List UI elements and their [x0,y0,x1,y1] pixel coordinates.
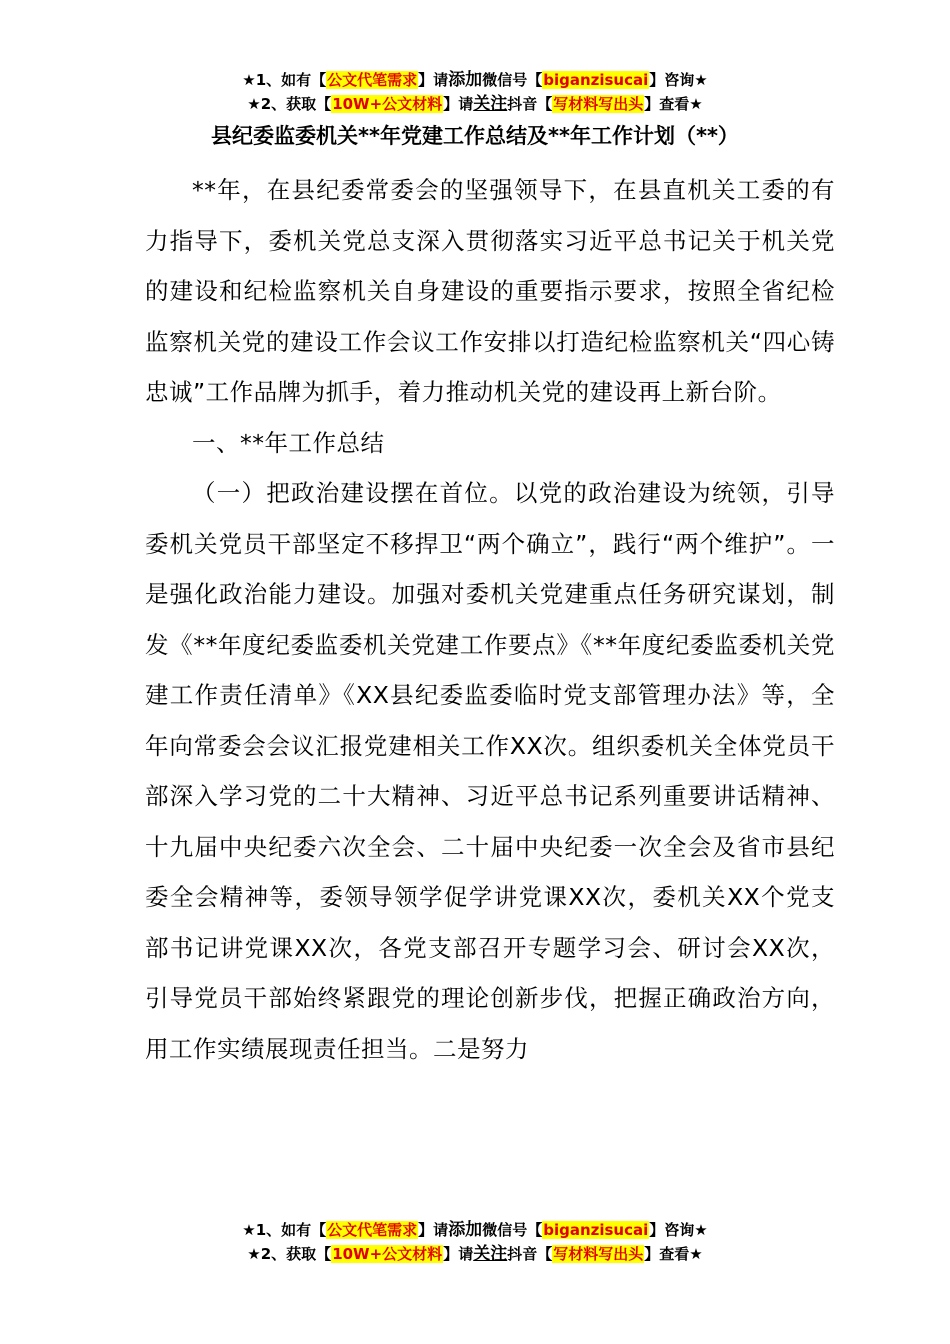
ad-highlight: 公文代笔需求 [327,71,418,89]
ad-text: 微信号【 [482,1221,543,1239]
ad-line-1-bottom [0,1218,950,1242]
ad-text: 抖音【 [507,1245,553,1263]
ad-highlight: 公文代笔需求 [327,1221,418,1239]
ad-text: 】请 [443,95,474,113]
ad-text: ★1、如有【 [242,71,327,89]
ad-douyin-id: 写材料写出头 [553,95,644,113]
ad-line-2-bottom [0,1242,950,1266]
ad-emphasis: 添加 [448,70,483,90]
ad-text: 】咨询★ [649,71,708,89]
ad-wechat-id: biganzisucai [543,1221,649,1239]
ad-highlight: 10W+公文材料 [332,1245,443,1263]
ad-text: 抖音【 [507,95,553,113]
document-body [145,165,835,1074]
ad-emphasis: 关注 [473,94,508,114]
document-title: 县纪委监委机关**年党建工作总结及**年工作计划（**） [211,124,739,148]
ad-emphasis: 添加 [448,1220,483,1240]
ad-text: 】请 [418,71,449,89]
ad-douyin-id: 写材料写出头 [553,1245,644,1263]
ad-line-2-top [0,92,950,116]
ad-wechat-id: biganzisucai [543,71,649,89]
section-heading: 一、**年工作总结 [192,428,385,457]
paragraph-intro: **年，在县纪委常委会的坚强领导下，在县直机关工委的有力指导下，委机关党总支深入贯彻落实习近平总书记关于机关党的建设和纪检监察机关自身建设的重要指示要求，按照全省纪检监察机关党的建设工作会议工作安排以打造纪检监察机关“四心铸忠诚”工作品牌为抓手，着力推动机关党的建设再上新台阶。 [145,176,835,406]
ad-text: 】查看★ [644,1245,703,1263]
ad-text: 微信号【 [482,71,543,89]
ad-text: ★1、如有【 [242,1221,327,1239]
paragraph-political-building: （一）把政治建设摆在首位。以党的政治建设为统领，引导委机关党员干部坚定不移捍卫“两个确立”，践行“两个维护”。一是强化政治能力建设。加强对委机关党建重点任务研究谋划，制发《**年度纪委监委机关党建工作要点》《**年度纪委监委机关党建工作责任清单》《XX县纪委监委临时党支部管理办法》等，全年向常委会会议汇报党建相关工作XX次。组织委机关全体党员干部深入学习党的二十大精神、习近平总书记系列重要讲话精神、十九届中央纪委六次全会、二十届中央纪委一次全会及省市县纪委全会精神等，委领导领学促学讲党课XX次，委机关XX个党支部书记讲党课XX次，各党支部召开专题学习会、研讨会XX次，引导党员干部始终紧跟党的理论创新步伐，把握正确政治方向，用工作实绩展现责任担当。二是努力 [145,479,835,1063]
ad-text: ★2、获取【 [247,1245,332,1263]
ad-highlight: 10W+公文材料 [332,95,443,113]
ad-text: ★2、获取【 [247,95,332,113]
ad-emphasis: 关注 [473,1244,508,1264]
ad-text: 】请 [443,1245,474,1263]
ad-text: 】咨询★ [649,1221,708,1239]
ad-text: 】请 [418,1221,449,1239]
ad-line-1-top [0,68,950,92]
ad-text: 】查看★ [644,95,703,113]
